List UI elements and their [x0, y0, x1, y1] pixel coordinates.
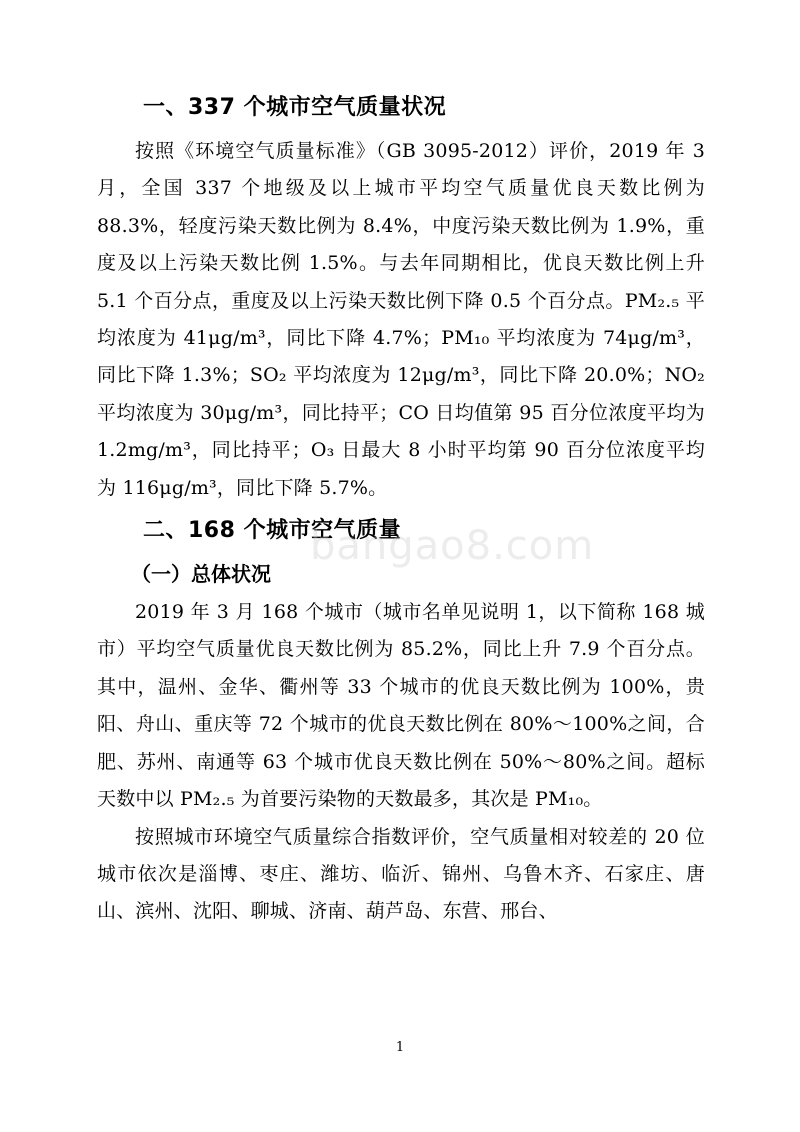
subsection-heading-overall: （一）总体状况 — [131, 562, 271, 587]
watermark: bangao8.com — [310, 523, 595, 569]
section-heading-2: 二、168 个城市空气质量 — [143, 518, 402, 544]
section-1-paragraph: 按照《环境空气质量标准》（GB 3095-2012）评价，2019 年 3 月，全国 337 个地级及以上城市平均空气质量优良天数比例为 88.3%，轻度污染天数比例为 8.4%，中度污染天数比例为 1.9%，重度及以上污染天数比例 1.5%。与去年同期相比，优良天数比例上升 5.1 个百分点，重度及以上污染天数比例下降 0.5 个百分点。PM₂.₅ 平均浓度为 41μg/m³，同比下降 4.7%；PM₁₀ 平均浓度为 74μg/m³，同比下降 1.3%；SO₂ 平均浓度为 12μg/m³，同比下降 20.0%；NO₂ 平均浓度为 30μg/m³，同比持平；CO 日均值第 95 百分位浓度平均为 1.2mg/m³，同比持平；O₃ 日最大 8 小时平均第 90 百分位浓度平均为 116μg/m³，同比下降 5.7%。 — [97, 140, 705, 499]
section-heading-1: 一、337 个城市空气质量状况 — [143, 95, 447, 120]
document-body — [97, 84, 705, 931]
section-2-paragraph-2: 按照城市环境空气质量综合指数评价，空气质量相对较差的 20 位城市依次是淄博、枣庄、潍坊、临沂、锦州、乌鲁木齐、石家庄、唐山、滨州、沈阳、聊城、济南、葫芦岛、东营、邢台、 — [97, 825, 705, 923]
page-number: 1 — [395, 1040, 405, 1055]
section-2-paragraph-1: 2019 年 3 月 168 个城市（城市名单见说明 1，以下简称 168 城市）平均空气质量优良天数比例为 85.2%，同比上升 7.9 个百分点。其中，温州、金华、衢州等 33 个城市的优良天数比例为 100%，贵阳、舟山、重庆等 72 个城市的优良天数比例在 80%～100%之间，合肥、苏州、南通等 63 个城市优良天数比例在 50%～80%之间。超标天数中以 PM₂.₅ 为首要污染物的天数最多，其次是 PM₁₀。 — [97, 601, 705, 811]
